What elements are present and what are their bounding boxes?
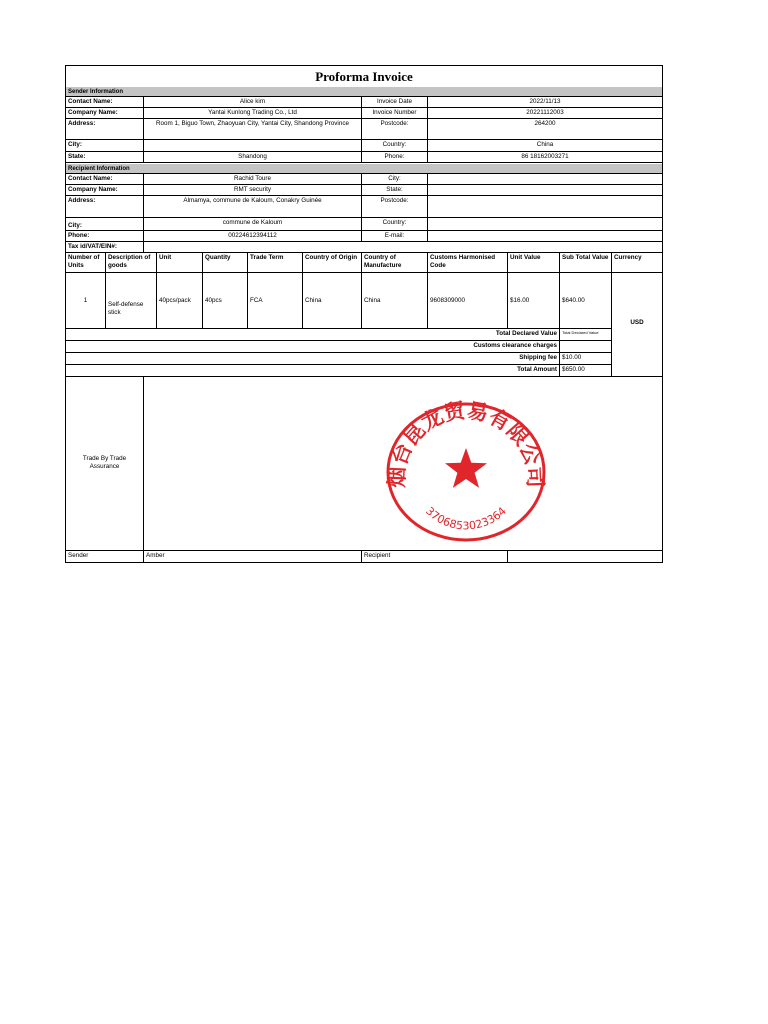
total-declared-label: Total Declared Value bbox=[66, 329, 560, 341]
recipient-postcode-value bbox=[428, 196, 662, 218]
company-seal bbox=[382, 396, 548, 544]
signature-recipient-value bbox=[508, 551, 662, 562]
header-subtotal: Sub Total Value bbox=[560, 253, 612, 273]
seal-number: 3706853023364 bbox=[423, 504, 509, 533]
star-icon bbox=[445, 448, 487, 488]
recipient-city-label: City: bbox=[66, 218, 144, 231]
sender-contact-value: Alice kim bbox=[144, 97, 362, 108]
sender-address-label: Address: bbox=[66, 119, 144, 140]
invoice-date-value: 2022/11/13 bbox=[428, 97, 662, 108]
sender-postcode-value: 264200 bbox=[428, 119, 662, 140]
sender-company-value: Yantai Kunlong Trading Co., Ltd bbox=[144, 108, 362, 119]
sender-state-label: State: bbox=[66, 152, 144, 163]
header-country-manufacture: Country of Manufacture bbox=[362, 253, 428, 273]
recipient-email-label: E-mail: bbox=[362, 231, 428, 242]
seal-company-name: 烟台昆龙贸易有限公司 bbox=[384, 398, 548, 489]
invoice-number-label: Invoice Number bbox=[362, 108, 428, 119]
header-number-of-units: Number of Units bbox=[66, 253, 106, 273]
shipping-fee-value: $10.00 bbox=[560, 353, 612, 365]
invoice-sheet bbox=[65, 65, 663, 563]
item-subtotal: $640.00 bbox=[560, 273, 612, 329]
item-trade-term: FCA bbox=[248, 273, 303, 329]
signature-recipient-label: Recipient bbox=[362, 551, 508, 562]
item-currency: USD bbox=[612, 273, 662, 377]
header-customs-code: Customs Harmonised Code bbox=[428, 253, 508, 273]
header-unit: Unit bbox=[157, 253, 203, 273]
sender-state-value: Shandong bbox=[144, 152, 362, 163]
recipient-state-label: State: bbox=[362, 185, 428, 196]
recipient-contact-value: Rachid Toure bbox=[144, 174, 362, 185]
header-unit-value: Unit Value bbox=[508, 253, 560, 273]
item-country-manufacture: China bbox=[362, 273, 428, 329]
recipient-company-label: Company Name: bbox=[66, 185, 144, 196]
sender-postcode-label: Postcode: bbox=[362, 119, 428, 140]
recipient-state-value bbox=[428, 185, 662, 196]
header-quantity: Quantity bbox=[203, 253, 248, 273]
sender-country-value: China bbox=[428, 140, 662, 152]
signature-sender-label: Sender bbox=[66, 551, 144, 562]
total-amount-value: $650.00 bbox=[560, 365, 612, 377]
sender-address-value: Room 1, Biguo Town, Zhaoyuan City, Yantai City, Shandong Province bbox=[144, 119, 362, 140]
sender-section-header: Sender Information bbox=[66, 87, 662, 97]
tax-id-value bbox=[144, 242, 662, 253]
recipient-phone-value: 00224612394112 bbox=[144, 231, 362, 242]
invoice-number-value: 20221112003 bbox=[428, 108, 662, 119]
invoice-title: Proforma Invoice bbox=[66, 66, 662, 88]
sender-city-value bbox=[144, 140, 362, 152]
item-unit: 40pcs/pack bbox=[157, 273, 203, 329]
sender-phone-label: Phone: bbox=[362, 152, 428, 163]
recipient-email-value bbox=[428, 231, 662, 242]
header-country-origin: Country of Origin bbox=[303, 253, 362, 273]
sender-phone-value: 86 18162003271 bbox=[428, 152, 662, 163]
header-trade-term: Trade Term bbox=[248, 253, 303, 273]
header-description: Description of goods bbox=[106, 253, 157, 273]
recipient-section-header: Recipient Information bbox=[66, 164, 662, 174]
total-declared-value: Total Declared Value bbox=[560, 329, 612, 341]
recipient-contact-label: Contact Name: bbox=[66, 174, 144, 185]
recipient-postcode-label: Postcode: bbox=[362, 196, 428, 218]
item-customs-code: 9608309000 bbox=[428, 273, 508, 329]
recipient-address-label: Address: bbox=[66, 196, 144, 218]
sender-country-label: Country: bbox=[362, 140, 428, 152]
item-description: Self-defense stick bbox=[106, 273, 157, 329]
item-units: 1 bbox=[66, 273, 106, 329]
sender-contact-label: Contact Name: bbox=[66, 97, 144, 108]
recipient-country-value bbox=[428, 218, 662, 231]
recipient-phone-label: Phone: bbox=[66, 231, 144, 242]
item-country-origin: China bbox=[303, 273, 362, 329]
invoice-date-label: Invoice Date bbox=[362, 97, 428, 108]
trade-assurance-label: Trade By Trade Assurance bbox=[66, 377, 144, 551]
sender-city-label: City: bbox=[66, 140, 144, 152]
recipient-city-value-right bbox=[428, 174, 662, 185]
item-unit-value: $16.00 bbox=[508, 273, 560, 329]
customs-charges-label: Customs clearance charges bbox=[66, 341, 560, 353]
recipient-city-value: commune de Kaloum bbox=[144, 218, 362, 231]
sender-company-label: Company Name: bbox=[66, 108, 144, 119]
total-amount-label: Total Amount bbox=[66, 365, 560, 377]
tax-id-label: Tax id/VAT/EIN#: bbox=[66, 242, 144, 253]
recipient-company-value: RMT security bbox=[144, 185, 362, 196]
item-quantity: 40pcs bbox=[203, 273, 248, 329]
signature-sender-value: Amber bbox=[144, 551, 362, 562]
recipient-city-label-right: City: bbox=[362, 174, 428, 185]
recipient-address-value: Almamya, commune de Kaloum, Conakry Guinée bbox=[144, 196, 362, 218]
recipient-country-label: Country: bbox=[362, 218, 428, 231]
customs-charges-value bbox=[560, 341, 612, 353]
header-currency: Currency bbox=[612, 253, 662, 273]
shipping-fee-label: Shipping fee bbox=[66, 353, 560, 365]
